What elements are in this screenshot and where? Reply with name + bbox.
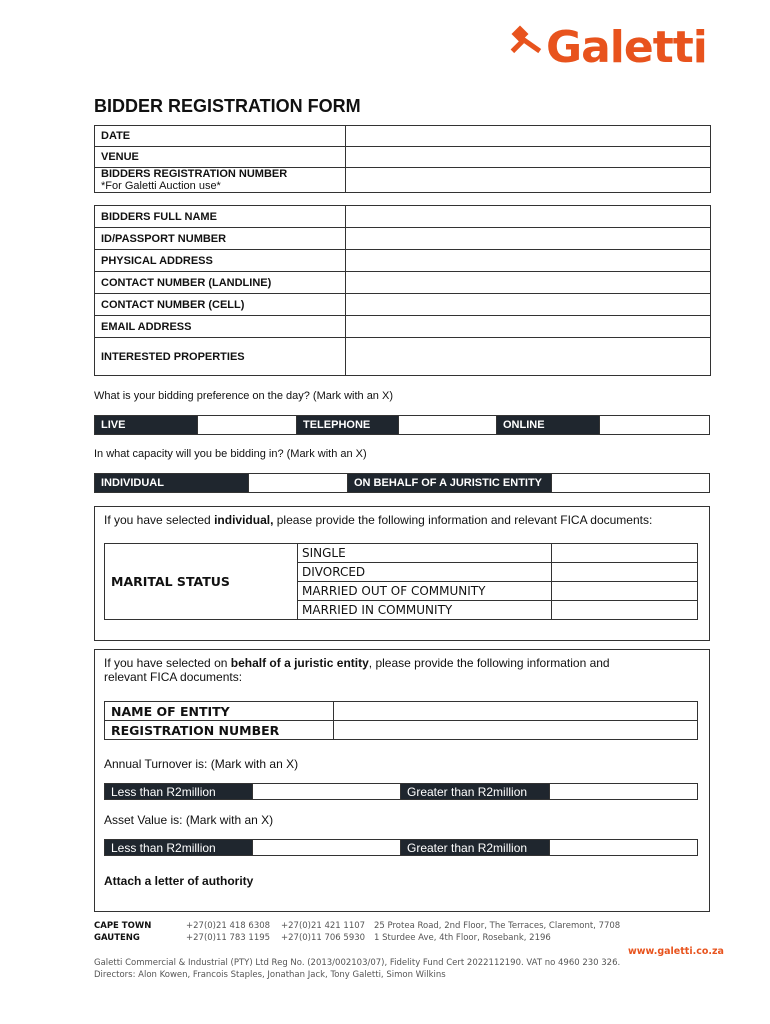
footer-ct-phone1: +27(0)21 418 6308 — [186, 921, 271, 931]
preference-options — [94, 415, 710, 435]
turnover-greater-checkbox[interactable] — [550, 784, 698, 800]
juristic-section — [94, 649, 710, 912]
email-label: EMAIL ADDRESS — [95, 316, 346, 338]
live-checkbox[interactable] — [198, 416, 297, 435]
footer-gt-phone1: +27(0)11 783 1195 — [186, 933, 271, 943]
asset-greater-checkbox[interactable] — [550, 840, 698, 856]
footer-ct-phone2: +27(0)21 421 1107 — [281, 921, 366, 931]
cell-label: CONTACT NUMBER (CELL) — [95, 294, 346, 316]
footer-gt-phone2: +27(0)11 706 5930 — [281, 933, 366, 943]
online-label: ONLINE — [497, 416, 600, 435]
entity-reg-label: REGISTRATION NUMBER — [105, 721, 334, 740]
reg-number-note: *For Galetti Auction use* — [101, 180, 221, 192]
asset-options — [104, 839, 698, 856]
capacity-question: In what capacity will you be bidding in? (Mark with an X) — [94, 448, 367, 460]
date-label: DATE — [95, 126, 346, 147]
attach-letter-note: Attach a letter of authority — [104, 874, 254, 888]
turnover-less-checkbox[interactable] — [253, 784, 401, 800]
venue-field[interactable] — [346, 147, 711, 168]
marital-option-out-community: MARRIED OUT OF COMMUNITY — [298, 582, 552, 601]
capacity-options — [94, 473, 710, 493]
individual-intro-post: please provide the following information and relevant FICA documents: — [273, 513, 653, 527]
divorced-checkbox[interactable] — [552, 563, 698, 582]
properties-label: INTERESTED PROPERTIES — [95, 338, 346, 376]
asset-question: Asset Value is: (Mark with an X) — [104, 813, 274, 827]
entity-name-label: NAME OF ENTITY — [105, 702, 334, 721]
date-field[interactable] — [346, 126, 711, 147]
properties-field[interactable] — [346, 338, 711, 376]
footer-gauteng: GAUTENG — [94, 933, 140, 943]
marital-option-single: SINGLE — [298, 544, 552, 563]
landline-label: CONTACT NUMBER (LANDLINE) — [95, 272, 346, 294]
footer-website-link[interactable]: www.galetti.co.za — [628, 946, 724, 957]
turnover-options — [104, 783, 698, 800]
address-field[interactable] — [346, 250, 711, 272]
address-label: PHYSICAL ADDRESS — [95, 250, 346, 272]
juristic-intro-bold: behalf of a juristic entity — [230, 656, 369, 670]
email-field[interactable] — [346, 316, 711, 338]
marital-option-in-community: MARRIED IN COMMUNITY — [298, 601, 552, 620]
live-label: LIVE — [95, 416, 198, 435]
asset-less-label: Less than R2million — [105, 840, 253, 856]
id-passport-label: ID/PASSPORT NUMBER — [95, 228, 346, 250]
galetti-logo — [510, 18, 710, 80]
footer-ct-address: 25 Protea Road, 2nd Floor, The Terraces, Claremont, 7708 — [374, 921, 621, 931]
full-name-label: BIDDERS FULL NAME — [95, 206, 346, 228]
in-community-checkbox[interactable] — [552, 601, 698, 620]
single-checkbox[interactable] — [552, 544, 698, 563]
juristic-intro — [104, 656, 610, 670]
individual-label: INDIVIDUAL — [95, 474, 249, 493]
juristic-intro-line2: relevant FICA documents: — [104, 670, 243, 684]
footer-cape-town: CAPE TOWN — [94, 921, 152, 931]
page-title: BIDDER REGISTRATION FORM — [94, 96, 361, 116]
entity-table — [104, 701, 698, 740]
footer-directors-line: Directors: Alon Kowen, Francois Staples, Jonathan Jack, Tony Galetti, Simon Wilkins — [94, 970, 446, 980]
footer-gt-address: 1 Sturdee Ave, 4th Floor, Rosebank, 2196 — [374, 933, 551, 943]
individual-intro — [104, 513, 652, 527]
out-community-checkbox[interactable] — [552, 582, 698, 601]
preference-question: What is your bidding preference on the day? (Mark with an X) — [94, 390, 393, 402]
individual-intro-pre: If you have selected — [104, 513, 215, 527]
bidder-details-table — [94, 205, 711, 376]
individual-checkbox[interactable] — [249, 474, 348, 493]
logo-text: Galetti — [546, 22, 707, 73]
entity-reg-field[interactable] — [334, 721, 698, 740]
marital-option-divorced: DIVORCED — [298, 563, 552, 582]
telephone-label: TELEPHONE — [297, 416, 399, 435]
marital-status-label: MARITAL STATUS — [105, 544, 298, 620]
online-checkbox[interactable] — [600, 416, 710, 435]
juristic-checkbox[interactable] — [552, 474, 710, 493]
reg-number-cell — [95, 168, 346, 193]
turnover-less-label: Less than R2million — [105, 784, 253, 800]
cell-field[interactable] — [346, 294, 711, 316]
turnover-question: Annual Turnover is: (Mark with an X) — [104, 757, 299, 771]
id-passport-field[interactable] — [346, 228, 711, 250]
event-details-table — [94, 125, 711, 193]
reg-number-field[interactable] — [346, 168, 711, 193]
footer-company-line: Galetti Commercial & Industrial (PTY) Ltd Reg No. (2013/002103/07), Fidelity Fund Cert 2022112190. VAT no 4960 230 326. — [94, 958, 621, 968]
venue-label: VENUE — [95, 147, 346, 168]
turnover-greater-label: Greater than R2million — [401, 784, 550, 800]
full-name-field[interactable] — [346, 206, 711, 228]
gavel-icon — [510, 20, 550, 60]
telephone-checkbox[interactable] — [399, 416, 497, 435]
marital-status-table — [104, 543, 698, 620]
individual-intro-bold: individual, — [214, 513, 274, 527]
juristic-intro-pre: If you have selected on — [104, 656, 231, 670]
juristic-label: ON BEHALF OF A JURISTIC ENTITY — [348, 474, 552, 493]
reg-number-label: BIDDERS REGISTRATION NUMBER — [101, 168, 288, 180]
entity-name-field[interactable] — [334, 702, 698, 721]
asset-greater-label: Greater than R2million — [401, 840, 550, 856]
juristic-intro-post: , please provide the following information and — [368, 656, 610, 670]
landline-field[interactable] — [346, 272, 711, 294]
asset-less-checkbox[interactable] — [253, 840, 401, 856]
